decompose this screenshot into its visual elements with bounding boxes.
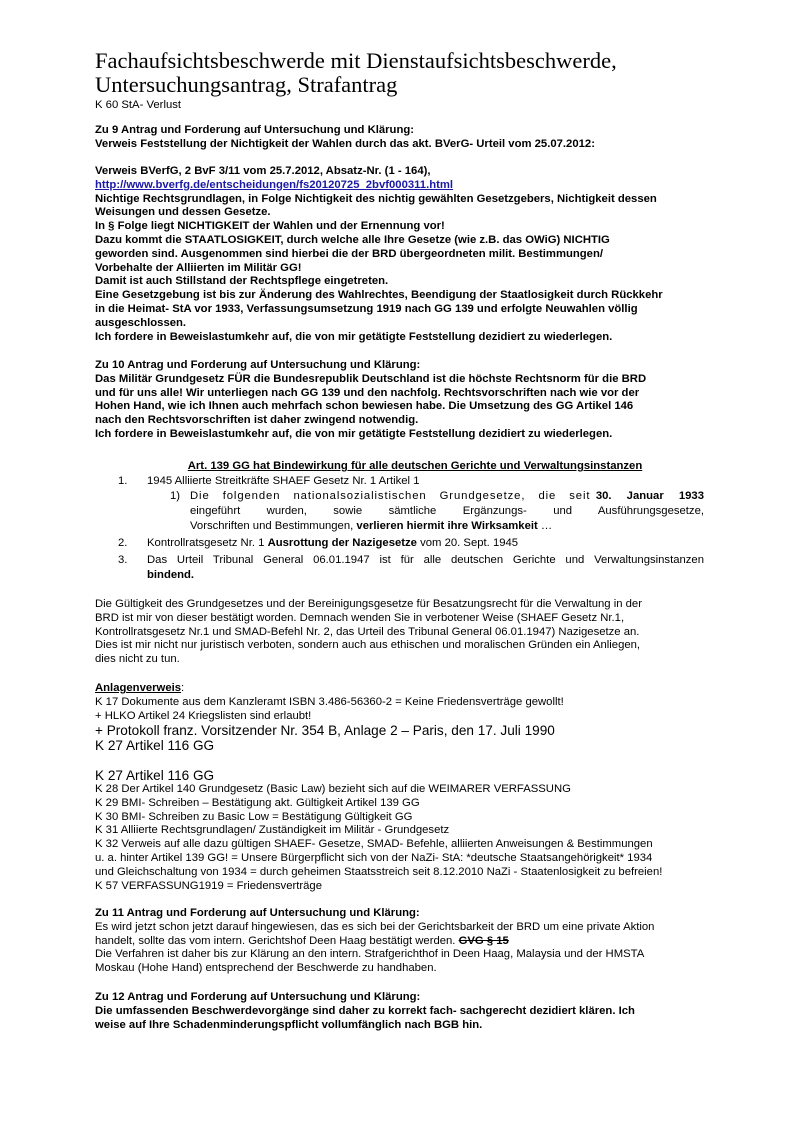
list-number: 2. bbox=[118, 537, 128, 549]
sub-item-line-1 bbox=[190, 489, 704, 503]
validity-paragraph bbox=[95, 598, 735, 667]
emphasis-text: verlieren hiermit ihre Wirksamkeit bbox=[356, 520, 538, 532]
attachment-line: K 32 Verweis auf alle dazu gültigen SHAEF- Gesetze, SMAD- Befehle, alliierten Anweisungen & Bestimmungen bbox=[95, 838, 653, 851]
attachments-section bbox=[95, 682, 735, 753]
text-line: Vorbehalte der Alliierten im Militär GG! bbox=[95, 261, 302, 274]
list-number: 3. bbox=[118, 554, 128, 566]
section-10-heading: Zu 10 Antrag und Forderung auf Untersuchung und Klärung: bbox=[95, 359, 421, 371]
text-part: handelt, sollte das vom intern. Gerichtshof Deen Haag bestätigt werden. bbox=[95, 934, 459, 947]
text-line: Weisungen und dessen Gesetze. bbox=[95, 206, 271, 219]
section-12 bbox=[95, 991, 735, 1032]
text-line: Die Verfahren ist daher bis zur Klärung an den intern. Strafgerichthof in Deen Haag, Malaysia und der HMSTA bbox=[95, 948, 645, 961]
text-line: Damit ist auch Stillstand der Rechtspflege eingetreten. bbox=[95, 275, 389, 288]
text-line: dies nicht zu tun. bbox=[95, 653, 180, 666]
attachment-line: u. a. hinter Artikel 139 GG! = Unsere Bürgerpflicht sich von der NaZi- StA: *deutsche Staatsangehörigkeit* 1934 bbox=[95, 851, 653, 864]
text-line: Eine Gesetzgebung ist bis zur Änderung des Wahlrechtes, Beendigung der Staatlosigkeit durch Rückkehr bbox=[95, 289, 663, 302]
text-line: Die umfassenden Beschwerdevorgänge sind daher zu korrekt fach- sachgerecht dezidiert klären. Ich bbox=[95, 1004, 635, 1017]
sub-item-text: Vorschriften und Bestimmungen, bbox=[190, 520, 357, 532]
text-line: Ich fordere in Beweislastumkehr auf, die von mir getätigte Feststellung dezidiert zu wiederlegen. bbox=[95, 427, 613, 440]
ellipsis: … bbox=[537, 520, 553, 532]
attachment-line: K 29 BMI- Schreiben – Bestätigung akt. Gültigkeit Artikel 139 GG bbox=[95, 796, 420, 809]
section-10 bbox=[95, 359, 735, 442]
text-line: Moskau (Hohe Hand) entsprechend der Beschwerde zu handhaben. bbox=[95, 962, 437, 975]
attachments-list bbox=[95, 768, 735, 893]
text-line: und für uns alle! Wir unterliegen nach GG 139 und den nachfolg. Rechtsvorschriften nach wie vor der bbox=[95, 386, 640, 399]
date-emphasis: 30. Januar 1933 bbox=[595, 490, 704, 502]
text-line: In § Folge liegt NICHTIGKEIT der Wahlen und der Ernennung vor! bbox=[95, 220, 445, 233]
text-line: Es wird jetzt schon jetzt darauf hingewiesen, das es sich bei der Gerichtsbarkeit der BRD um eine private Aktion bbox=[95, 920, 655, 933]
bverfg-reference: Verweis BVerfG, 2 BvF 3/11 vom 25.7.2012, Absatz-Nr. (1 - 164), bbox=[95, 165, 431, 177]
text-line: ausgeschlossen. bbox=[95, 316, 187, 329]
heading-colon: : bbox=[181, 682, 185, 694]
section-11 bbox=[95, 907, 735, 976]
text-line: Dazu kommt die STAATLOSIGKEIT, durch welche alle Ihre Gesetze (wie z.B. das OWiG) NICHTIG bbox=[95, 233, 610, 246]
section-9 bbox=[95, 124, 735, 152]
attachment-line: + HLKO Artikel 24 Kriegslisten sind erlaubt! bbox=[95, 709, 312, 722]
emphasis-text: Ausrottung der Nazigesetze bbox=[267, 537, 417, 549]
attachment-line: K 27 Artikel 116 GG bbox=[95, 768, 215, 783]
attachment-line: K 17 Dokumente aus dem Kanzleramt ISBN 3.486-56360-2 = Keine Friedensverträge gewollt! bbox=[95, 695, 564, 708]
attachment-line: K 31 Alliierte Rechtsgrundlagen/ Zuständigkeit im Militär - Grundgesetz bbox=[95, 824, 450, 837]
attachment-line: K 27 Artikel 116 GG bbox=[95, 738, 215, 754]
text-line: Das Militär Grundgesetz FÜR die Bundesrepublik Deutschland ist die höchste Rechtsnorm für die BRD bbox=[95, 372, 647, 385]
list-item-text bbox=[147, 536, 518, 550]
struck-reference: GVG § 15 bbox=[458, 934, 509, 947]
document-subtitle: K 60 StA- Verlust bbox=[95, 99, 182, 111]
text-line: Kontrollratsgesetz Nr.1 und SMAD-Befehl Nr. 2, das Urteil des Tribunal General 06.01.1947) Nazigesetze an. bbox=[95, 625, 640, 638]
list-item-text-part: Kontrollratsgesetz Nr. 1 bbox=[147, 537, 268, 549]
attachment-line: + Protokoll franz. Vorsitzender Nr. 354 B, Anlage 2 – Paris, den 17. Juli 1990 bbox=[95, 723, 555, 739]
list-item-text-part: vom 20. Sept. 1945 bbox=[416, 537, 519, 549]
sub-item-line-2: eingeführt wurden, sowie sämtliche Ergänzungs- und Ausführungsgesetze, bbox=[190, 505, 704, 517]
text-line: geworden sind. Ausgenommen sind hierbei die der BRD übergeordneten milit. Bestimmungen/ bbox=[95, 247, 604, 260]
text-line: weise auf Ihre Schadenminderungspflicht vollumfänglich nach BGB hin. bbox=[95, 1018, 483, 1031]
section-9-subheading: Verweis Feststellung der Nichtigkeit der Wahlen durch das akt. BVerG- Urteil vom 25.07.2012: bbox=[95, 137, 595, 150]
text-line bbox=[95, 935, 735, 949]
list-item-text: Das Urteil Tribunal General 06.01.1947 ist für alle deutschen Gerichte und Verwaltungsinstanzen bbox=[147, 554, 704, 566]
attachment-line: und Gleichschaltung von 1934 = durch geheimen Staatsstreich seit 8.12.2010 NaZi - Staatenlosigkeit zu befreien! bbox=[95, 865, 663, 878]
section-12-heading: Zu 12 Antrag und Forderung auf Untersuchung und Klärung: bbox=[95, 991, 421, 1003]
sub-item-line-3 bbox=[190, 519, 552, 533]
text-line: BRD ist mir von dieser bestätigt worden. Demnach wenden Sie in verbotener Weise (SHAEF Gesetz Nr.1, bbox=[95, 611, 625, 624]
document-title: Fachaufsichtsbeschwerde mit Dienstaufsichtsbeschwerde, Untersuchungsantrag, Strafantrag bbox=[95, 48, 617, 97]
text-line: Die Gültigkeit des Grundgesetzes und der Bereinigungsgesetze für Besatzungsrecht für die Verwaltung in der bbox=[95, 598, 642, 610]
text-line: Hohen Hand, wie ich Ihnen auch mehrfach schon bewiesen habe. Die Umsetzung des GG Artikel 146 bbox=[95, 400, 634, 413]
bverfg-link[interactable]: http://www.bverfg.de/entscheidungen/fs20120725_2bvf000311.html bbox=[95, 178, 454, 191]
emphasis-text: bindend. bbox=[147, 569, 195, 581]
section-11-heading: Zu 11 Antrag und Forderung auf Untersuchung und Klärung: bbox=[95, 907, 420, 919]
article-139-heading: Art. 139 GG hat Bindewirkung für alle deutschen Gerichte und Verwaltungsinstanzen bbox=[187, 460, 643, 472]
section-9-heading: Zu 9 Antrag und Forderung auf Untersuchung und Klärung: bbox=[95, 124, 415, 136]
list-item-text: 1945 Alliierte Streitkräfte SHAEF Gesetz Nr. 1 Artikel 1 bbox=[147, 475, 420, 487]
text-line: Nichtige Rechtsgrundlagen, in Folge Nichtigkeit des nichtig gewählten Gesetzgebers, Nichtigkeit dessen bbox=[95, 192, 657, 205]
attachments-heading: Anlagenverweis bbox=[95, 682, 182, 694]
sub-list-number: 1) bbox=[170, 490, 181, 502]
text-line: Dies ist mir nicht nur juristisch verboten, sondern auch aus ethischen und moralischen Gründen ein Anliegen, bbox=[95, 639, 641, 652]
text-line: nach den Rechtsvorschriften ist daher zwingend notwendig. bbox=[95, 414, 419, 427]
attachment-line: K 57 VERFASSUNG1919 = Friedensverträge bbox=[95, 879, 322, 892]
list-number: 1. bbox=[118, 475, 128, 487]
section-9-body bbox=[95, 165, 735, 344]
text-line: Ich fordere in Beweislastumkehr auf, die von mir getätigte Feststellung dezidiert zu wiederlegen. bbox=[95, 330, 613, 343]
attachment-line: K 30 BMI- Schreiben zu Basic Low = Bestätigung Gültigkeit GG bbox=[95, 810, 413, 823]
text-line: in die Heimat- StA vor 1933, Verfassungsumsetzung 1919 nach GG 139 und erfolgte Neuwahlen völlig bbox=[95, 302, 638, 315]
sub-item-text: Die folgenden nationalsozialistischen Grundgesetze, die seit bbox=[190, 490, 591, 502]
attachment-line: K 28 Der Artikel 140 Grundgesetz (Basic Law) bezieht sich auf die WEIMARER VERFASSUNG bbox=[95, 783, 571, 795]
